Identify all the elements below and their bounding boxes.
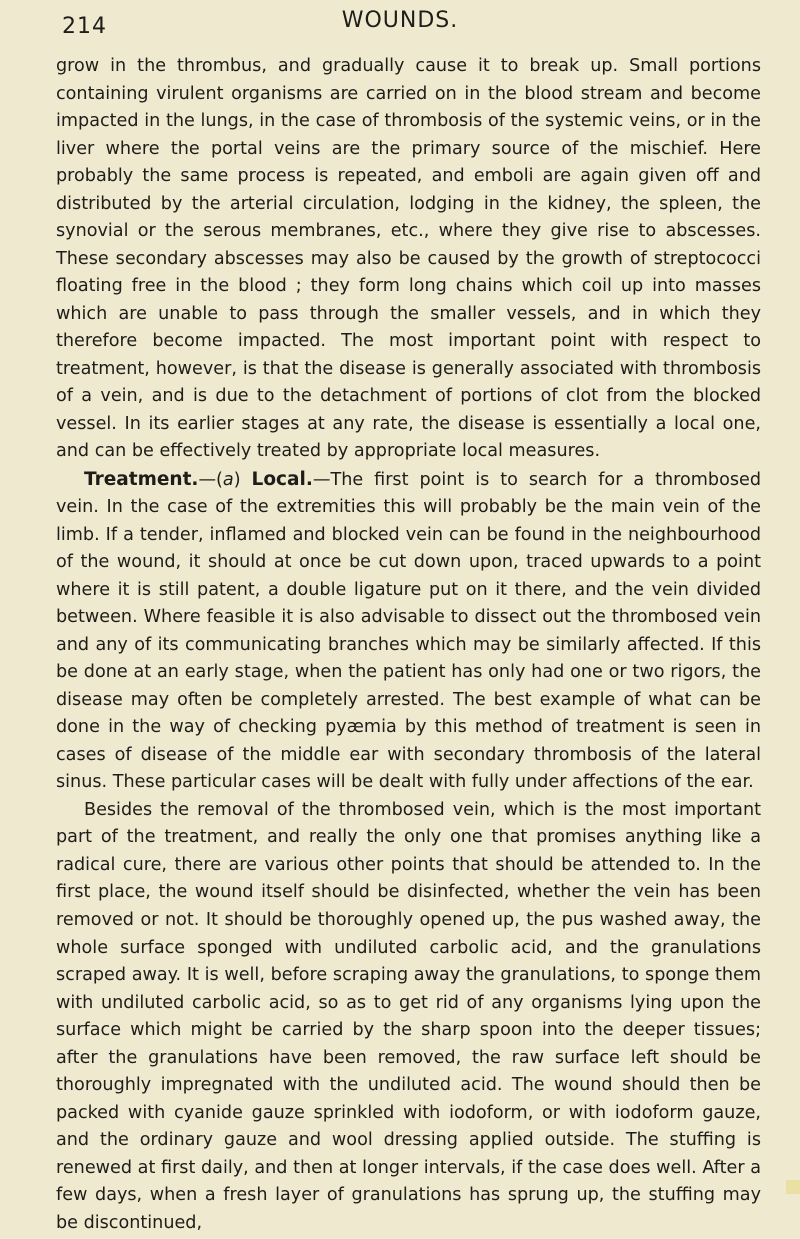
paren-close: ) bbox=[233, 469, 252, 490]
paragraph-continuation: grow in the thrombus, and gradually cause it to break up. Small portions containing virulent organisms are carried on in the blood stream and become impacted in the lungs, in the case of thrombosis of the systemic veins, or in the liver where the portal veins are the primary source of the mischief. Here probably the same process is repeated, and emboli are again given off and distributed by the arterial circulation, lodging in the kidney, the spleen, the synovial or the serous membranes, etc., where they give rise to abscesses. These secondary abscesses may also be caused by the growth of streptococci floating free in the blood ; they form long chains which coil up into masses which are unable to pass through the smaller vessels, and in which they therefore become impacted. The most important point with respect to treatment, however, is that the disease is generally associated with thrombosis of a vein, and is due to the detachment of portions of clot from the blocked vessel. In its earlier stages at any rate, the disease is essentially a local one, and can be effectively treated by appropriate local measures. bbox=[56, 56, 761, 462]
running-head: WOUNDS. bbox=[341, 8, 459, 33]
section-heading-treatment: Treatment. bbox=[84, 468, 199, 490]
page-number: 214 bbox=[62, 14, 107, 39]
page-edge-mark bbox=[786, 1180, 800, 1194]
dash-open: —( bbox=[198, 469, 223, 490]
subheading-local: Local. bbox=[251, 468, 313, 490]
paragraph-besides: Besides the removal of the thrombosed vein, which is the most important part of the treatment, and really the only one that promises anything like a radical cure, there are various other points that should be attended to. In the first place, the wound itself should be disinfected, whether the vein has been removed or not. It should be thoroughly opened up, the pus washed away, the whole surface sponged with undiluted carbolic acid, and the granulations scraped away. It is well, before scraping away the granulations, to sponge them with undiluted carbolic acid, so as to get rid of any organisms lying upon the surface which might be carried by the sharp spoon into the deeper tissues; after the granulations have been removed, the raw surface left should be thoroughly impregnated with the undiluted acid. The wound should then be packed with cyanide gauze sprinkled with iodoform, or with iodoform gauze, and the ordinary gauze and wool dressing applied outside. The stuffing is renewed at first daily, and then at longer intervals, if the case does well. After a few days, when a fresh layer of granulations has sprung up, the stuffing may be discontinued, bbox=[56, 799, 761, 1233]
body-text bbox=[56, 53, 761, 1237]
enumeration-letter: a bbox=[222, 469, 234, 490]
paragraph-treatment bbox=[56, 466, 761, 797]
treatment-text: —The first point is to search for a thrombosed vein. In the case of the extremities this will probably be the main vein of the limb. If a tender, inflamed and blocked vein can be found in the neighbourhood of the wound, it should at once be cut down upon, traced upwards to a point where it is still patent, a double ligature put on it there, and the vein divided between. Where feasible it is also advisable to dissect out the thrombosed vein and any of its communicating branches which may be similarly affected. If this be done at an early stage, when the patient has only had one or two rigors, the disease may often be completely arrested. The best example of what can be done in the way of checking pyæmia by this method of treatment is seen in cases of disease of the middle ear with secondary thrombosis of the lateral sinus. These particular cases will be dealt with fully under affections of the ear. bbox=[56, 469, 761, 793]
page-header bbox=[0, 6, 800, 46]
